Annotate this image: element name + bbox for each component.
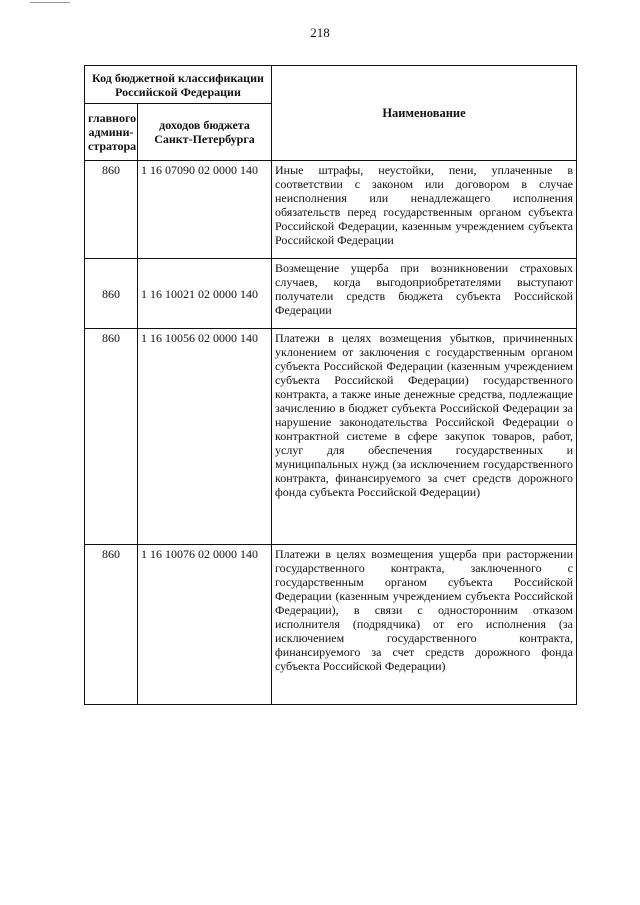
table-row xyxy=(85,545,577,705)
description-cell: Платежи в целях возмещения убытков, причиненных уклонением от заключения с государственным органом субъекта Российской Федерации (казенным учреждением субъекта Российской Федерации) государственного контракта, а также иные денежные средства, подлежащие зачислению в бюджет субъекта Российской Федерации за нарушение законодательства Российской Федерации о контрактной системе в сфере закупок товаров, работ, услуг для обеспечения государственных и муниципальных нужд (за исключением государственного контракта, финансируемого за счет средств дорожного фонда субъекта Российской Федерации) xyxy=(272,329,577,545)
income-code-cell: 1 16 10021 02 0000 140 xyxy=(138,259,272,329)
admin-code-cell: 860 xyxy=(85,329,138,545)
budget-classification-table xyxy=(84,65,577,705)
header-budget-income: доходов бюджета Санкт-Петербурга xyxy=(138,104,272,161)
description-cell: Возмещение ущерба при возникновении страховых случаев, когда выгодоприобретателями выступают получатели средств бюджета субъекта Российской Федерации xyxy=(272,259,577,329)
description-cell: Иные штрафы, неустойки, пени, уплаченные в соответствии с законом или договором в случае неисполнения или ненадлежащего исполнения обязательств перед государственным органом субъекта Российской Федерации, казенным учреждением субъекта Российской Федерации xyxy=(272,161,577,259)
header-classification-code: Код бюджетной классификации Российской Федерации xyxy=(85,66,272,104)
description-cell: Платежи в целях возмещения ущерба при расторжении государственного контракта, заключенного с государственным органом субъекта Российской Федерации (казенным учреждением субъекта Российской Федерации), в связи с односторонним отказом исполнителя (подрядчика) от его исполнения (за исключением государственного контракта, финансируемого за счет средств дорожного фонда субъекта Российской Федерации) xyxy=(272,545,577,705)
admin-code-cell: 860 xyxy=(85,259,138,329)
income-code-cell: 1 16 10076 02 0000 140 xyxy=(138,545,272,705)
table-header-row xyxy=(85,66,577,104)
table-row xyxy=(85,329,577,545)
income-code-cell: 1 16 10056 02 0000 140 xyxy=(138,329,272,545)
admin-code-cell: 860 xyxy=(85,161,138,259)
scan-artifact-line xyxy=(30,2,70,3)
income-code-cell: 1 16 07090 02 0000 140 xyxy=(138,161,272,259)
admin-code-cell: 860 xyxy=(85,545,138,705)
table-row xyxy=(85,259,577,329)
header-name: Наименование xyxy=(272,66,577,161)
page-number: 218 xyxy=(310,25,330,40)
header-main-administrator: главного админи-стратора xyxy=(85,104,138,161)
table-row xyxy=(85,161,577,259)
